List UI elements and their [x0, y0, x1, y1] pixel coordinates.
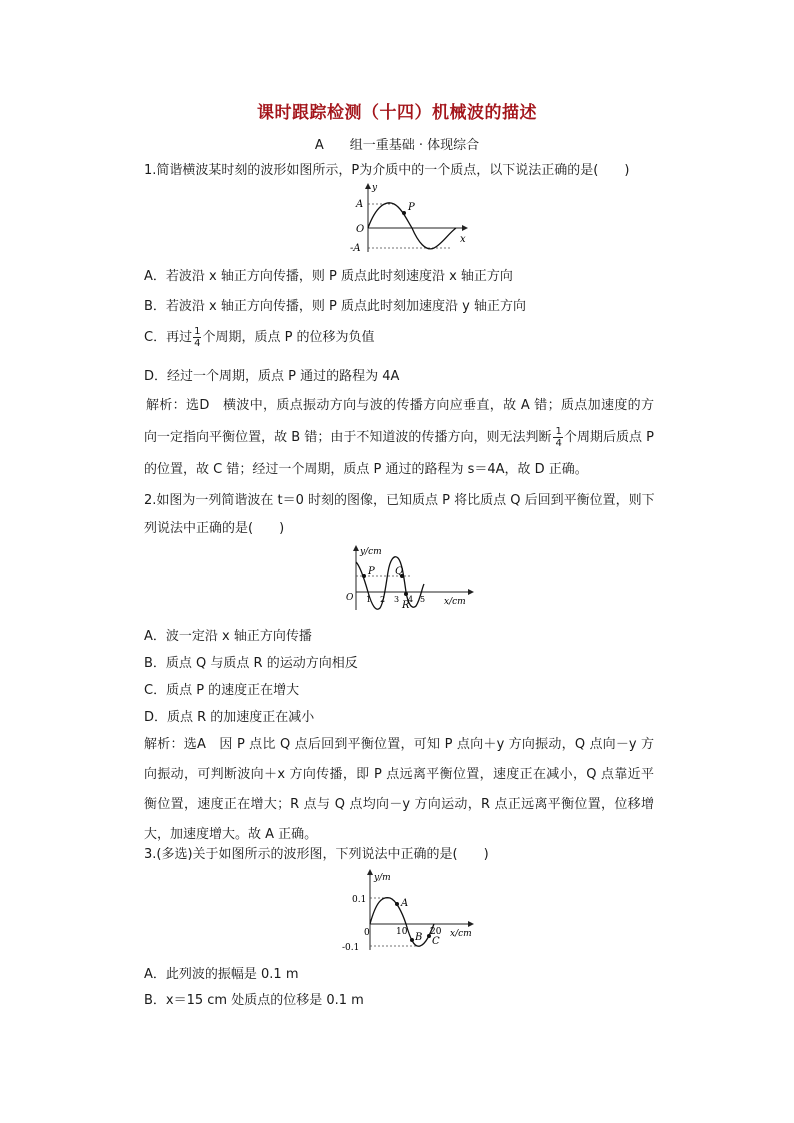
q2-y-arrow — [353, 545, 359, 551]
q1-y-arrow — [365, 183, 371, 189]
q3-option-a: A．此列波的振幅是 0.1 m — [144, 967, 299, 982]
q2-tick-1: 1 — [366, 595, 372, 604]
q2-label-q: Q — [395, 566, 404, 577]
q3-label-y: y/m — [374, 873, 391, 883]
q2-tick-3: 3 — [394, 595, 400, 604]
page-title: 课时跟踪检测（十四）机械波的描述 — [257, 103, 537, 123]
q3-x-arrow — [468, 921, 474, 927]
q3-point-b — [410, 938, 414, 942]
q3-label-ytop: 0.1 — [352, 895, 367, 905]
q2-analysis: 解析：选A 因 P 点比 Q 点后回到平衡位置，可知 P 点向＋y 方向振动，Q 点向－y 方向振动，可判断波向＋x 方向传播，即 P 点远离平衡位置，速度正在减小，Q 点靠近平衡位置，速度正在增大；R 点与 Q 点均向－y 方向运动，R 点正远离平衡位置，位移增大，加速度增大。故 A 正确。 — [144, 737, 654, 842]
q3-y-arrow — [367, 869, 373, 875]
q3-wave-figure — [340, 868, 480, 952]
q2-wave-figure — [342, 544, 478, 612]
q2-label-p: P — [368, 566, 375, 577]
q3-tick-20: 20 — [430, 927, 442, 937]
q1-label-bottom: -A — [350, 243, 361, 254]
q3-label-ybottom: -0.1 — [342, 943, 360, 952]
q1-option-b: B．若波沿 x 轴正方向传播，则 P 质点此时刻加速度沿 y 轴正方向 — [144, 299, 526, 314]
q1-option-c-fraction: $\frac{1}{4}$ — [194, 326, 201, 349]
q1-analysis: 解析：选D 横波中，质点振动方向与波的传播方向应垂直，故 A 错；质点加速度的方向一定指向平衡位置，故 B 错；由于不知道波的传播方向，则无法判断 $\frac{1}{4}$ 个周期后质点 P 的位置，故 C 错；经过一个周期，质点 P 通过的路程为 s＝4A，故 D 正确。 — [144, 398, 654, 477]
q3-label-origin: 0 — [364, 928, 370, 938]
q1-option-a: A．若波沿 x 轴正方向传播，则 P 质点此时刻速度沿 x 轴正方向 — [144, 269, 513, 284]
q3-label-x: x/cm — [450, 929, 472, 939]
q1-option-c — [144, 326, 375, 350]
q2-label-r: R — [402, 600, 410, 611]
q2-point-p — [362, 574, 366, 578]
q2-stem-line2: 列说法中正确的是( ) — [144, 521, 285, 536]
q2-label-y: y/cm — [360, 547, 382, 557]
q3-option-b: B．x＝15 cm 处质点的位移是 0.1 m — [144, 993, 364, 1008]
q2-option-b: B．质点 Q 与质点 R 的运动方向相反 — [144, 656, 358, 671]
q1-label-p: P — [408, 202, 415, 213]
q2-label-origin: O — [346, 593, 354, 603]
q2-x-arrow — [468, 589, 474, 595]
q2-label-x: x/cm — [444, 597, 466, 607]
q1-option-c-post: 个周期，质点 P 的位移为负值 — [202, 330, 375, 345]
q1-option-d: D．经过一个周期，质点 P 通过的路程为 4A — [144, 369, 400, 384]
q2-tick-2: 2 — [380, 595, 386, 604]
q1-stem: 1.简谐横波某时刻的波形如图所示，P为介质中的一个质点，以下说法正确的是( ) — [144, 163, 630, 178]
q1-analysis-fraction: $\frac{1}{4}$ — [553, 426, 563, 449]
q1-wave-figure — [350, 182, 470, 254]
q2-option-d: D．质点 R 的加速度正在减小 — [144, 710, 315, 725]
q2-option-c: C．质点 P 的速度正在增大 — [144, 683, 300, 698]
q1-label-y: y — [372, 183, 378, 193]
q3-label-c: C — [432, 936, 440, 947]
q1-point-p — [402, 211, 406, 215]
q1-label-origin: O — [356, 224, 365, 235]
q3-stem: 3.(多选)关于如图所示的波形图，下列说法中正确的是( ) — [144, 847, 489, 862]
q3-point-a — [395, 902, 399, 906]
q2-tick-5: 5 — [420, 595, 426, 604]
q1-x-arrow — [462, 225, 468, 231]
q1-label-x: x — [460, 234, 466, 245]
section-subtitle: A 组一重基础 · 体现综合 — [314, 138, 480, 153]
q3-tick-10: 10 — [396, 927, 408, 937]
q1-label-top: A — [356, 199, 364, 210]
q2-option-a: A．波一定沿 x 轴正方向传播 — [144, 629, 312, 644]
q1-option-c-pre: C．再过 — [144, 330, 193, 345]
q3-label-a: A — [401, 898, 409, 909]
q2-stem-line1: 2.如图为一列简谐波在 t＝0 时刻的图像，已知质点 P 将比质点 Q 后回到平衡位置，则下 — [144, 493, 655, 508]
q2-tick-4: 4 — [408, 595, 414, 604]
q3-label-b: B — [415, 932, 423, 943]
